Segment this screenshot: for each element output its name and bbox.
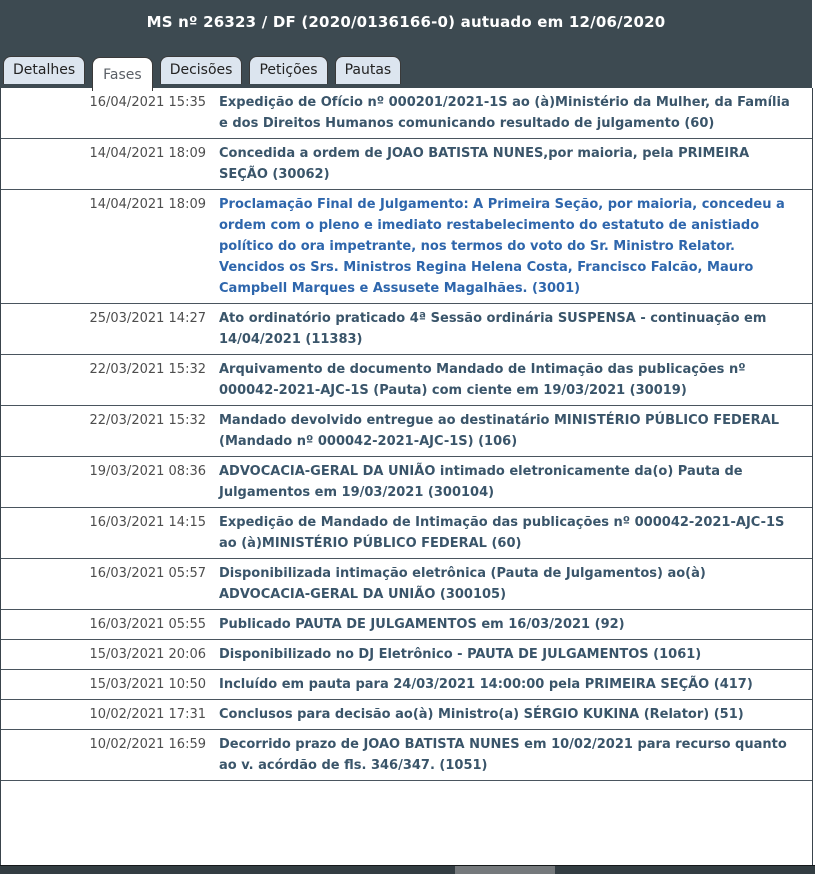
fase-datetime: 25/03/2021 14:27 — [89, 311, 206, 326]
tab-pautas[interactable]: Pautas — [335, 56, 402, 84]
fase-row — [1, 406, 812, 457]
fase-description: Decorrido prazo de JOAO BATISTA NUNES em 10/02/2021 para recurso quanto ao v. acórdão de fls. 346/347. (1051) — [219, 737, 787, 773]
fase-datetime: 22/03/2021 15:32 — [89, 413, 206, 428]
fase-datetime: 15/03/2021 20:06 — [89, 647, 206, 662]
fase-description: Arquivamento de documento Mandado de Intimação das publicações nº 000042-2021-AJC-1S (Pauta) com ciente em 19/03/2021 (30019) — [219, 362, 746, 398]
fase-row — [1, 139, 812, 190]
fase-datetime: 16/03/2021 05:55 — [89, 617, 206, 632]
fase-datetime: 16/04/2021 15:35 — [89, 95, 206, 110]
fase-datetime: 16/03/2021 05:57 — [89, 566, 206, 581]
fase-datetime: 14/04/2021 18:09 — [89, 146, 206, 161]
process-header — [0, 0, 812, 88]
fase-row — [1, 355, 812, 406]
tab-detalhes[interactable]: Detalhes — [3, 56, 85, 84]
fase-datetime: 22/03/2021 15:32 — [89, 362, 206, 377]
fase-row — [1, 190, 812, 304]
fase-datetime: 14/04/2021 18:09 — [89, 197, 206, 212]
fase-row — [1, 640, 812, 670]
fase-row — [1, 700, 812, 730]
fase-description: Publicado PAUTA DE JULGAMENTOS em 16/03/2021 (92) — [219, 617, 625, 632]
tab-fases[interactable]: Fases — [92, 57, 153, 91]
fase-description: Ato ordinatório praticado 4ª Sessão ordinária SUSPENSA - continuação em 14/04/2021 (11383) — [219, 311, 767, 347]
fase-description: Conclusos para decisão ao(à) Ministro(a) SÉRGIO KUKINA (Relator) (51) — [219, 707, 744, 722]
fase-description: Proclamação Final de Julgamento: A Primeira Seção, por maioria, concedeu a ordem com o pleno e imediato restabelecimento do estatuto de anistiado político do ora impetrante, nos termos do voto do Sr. Ministro Relator. Vencidos os Srs. Ministros Regina Helena Costa, Francisco Falcão, Mauro Campbell Marques e Assusete Magalhães. (3001) — [219, 197, 785, 296]
fase-row — [1, 559, 812, 610]
fase-description: Mandado devolvido entregue ao destinatário MINISTÉRIO PÚBLICO FEDERAL (Mandado nº 000042-2021-AJC-1S) (106) — [219, 413, 780, 449]
fase-row — [1, 670, 812, 700]
fase-datetime: 16/03/2021 14:15 — [89, 515, 206, 530]
horizontal-scrollbar-thumb[interactable] — [455, 866, 555, 874]
fase-description: ADVOCACIA-GERAL DA UNIÃO intimado eletronicamente da(o) Pauta de Julgamentos em 19/03/2021 (300104) — [219, 464, 743, 500]
fases-table — [0, 88, 813, 866]
tab-peticoes[interactable]: Petições — [249, 56, 327, 84]
tab-bar — [3, 56, 401, 88]
fase-description: Disponibilizada intimação eletrônica (Pauta de Julgamentos) ao(à) ADVOCACIA-GERAL DA UNIÃO (300105) — [219, 566, 706, 602]
footer-bar — [0, 865, 815, 874]
fase-row — [1, 88, 812, 139]
fase-row — [1, 610, 812, 640]
fase-row — [1, 457, 812, 508]
fase-description: Incluído em pauta para 24/03/2021 14:00:00 pela PRIMEIRA SEÇÃO (417) — [219, 677, 753, 692]
fase-datetime: 10/02/2021 17:31 — [89, 707, 206, 722]
fase-datetime: 10/02/2021 16:59 — [89, 737, 206, 752]
tab-decisoes[interactable]: Decisões — [160, 56, 243, 84]
fase-description: Expedição de Ofício nº 000201/2021-1S ao (à)Ministério da Mulher, da Família e dos Direitos Humanos comunicando resultado de julgamento (60) — [219, 95, 790, 131]
fase-description: Expedição de Mandado de Intimação das publicações nº 000042-2021-AJC-1S ao (à)MINISTÉRIO PÚBLICO FEDERAL (60) — [219, 515, 785, 551]
fase-row — [1, 730, 812, 781]
process-title: MS nº 26323 / DF (2020/0136166-0) autuado em 12/06/2020 — [146, 13, 666, 31]
fase-description: Concedida a ordem de JOAO BATISTA NUNES,por maioria, pela PRIMEIRA SEÇÃO (30062) — [219, 146, 750, 182]
fase-datetime: 15/03/2021 10:50 — [89, 677, 206, 692]
fase-row — [1, 304, 812, 355]
fase-description: Disponibilizado no DJ Eletrônico - PAUTA DE JULGAMENTOS (1061) — [219, 647, 702, 662]
fase-row — [1, 508, 812, 559]
fase-datetime: 19/03/2021 08:36 — [89, 464, 206, 479]
